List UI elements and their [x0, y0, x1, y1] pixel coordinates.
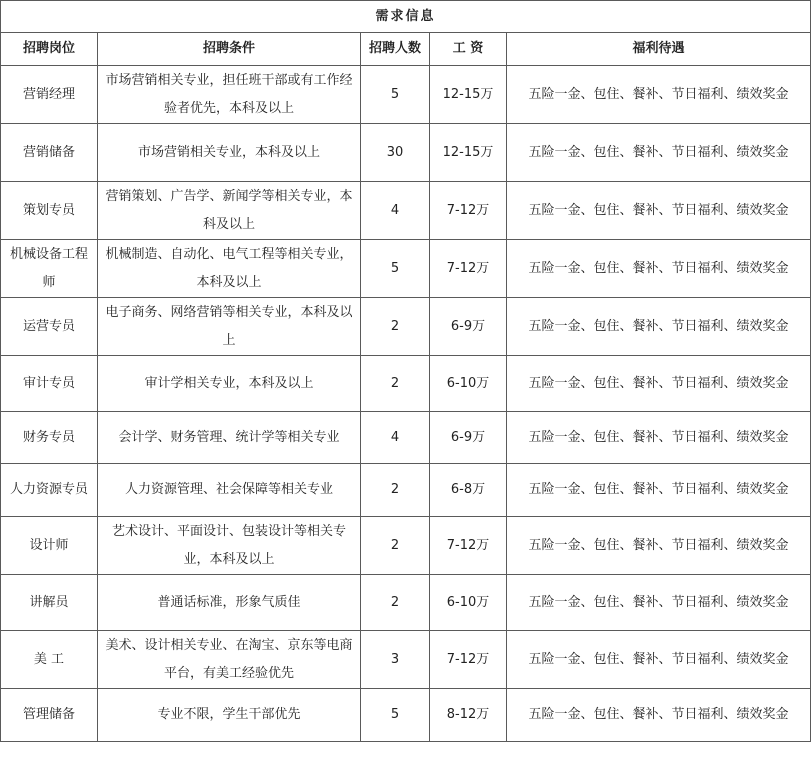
- table-title: 需求信息: [1, 1, 811, 33]
- cell-count: 30: [361, 124, 430, 182]
- cell-salary: 6-10万: [430, 356, 507, 412]
- cell-count: 4: [361, 182, 430, 240]
- cell-requirement: 会计学、财务管理、统计学等相关专业: [98, 412, 361, 464]
- cell-requirement: 电子商务、网络营销等相关专业，本科及以上: [98, 298, 361, 356]
- cell-requirement: 普通话标准，形象气质佳: [98, 575, 361, 631]
- cell-benefits: 五险一金、包住、餐补、节日福利、绩效奖金: [507, 182, 811, 240]
- cell-salary: 6-10万: [430, 575, 507, 631]
- header-requirement: 招聘条件: [98, 33, 361, 66]
- cell-position: 管理储备: [1, 689, 98, 742]
- cell-requirement: 市场营销相关专业，担任班干部或有工作经验者优先，本科及以上: [98, 66, 361, 124]
- table-row: [1, 182, 811, 240]
- cell-position: 讲解员: [1, 575, 98, 631]
- table-row: [1, 575, 811, 631]
- table-row: [1, 464, 811, 517]
- cell-salary: 6-9万: [430, 412, 507, 464]
- table-row: [1, 689, 811, 742]
- cell-requirement: 营销策划、广告学、新闻学等相关专业，本科及以上: [98, 182, 361, 240]
- cell-salary: 12-15万: [430, 124, 507, 182]
- cell-requirement: 艺术设计、平面设计、包装设计等相关专业，本科及以上: [98, 517, 361, 575]
- cell-salary: 12-15万: [430, 66, 507, 124]
- table-row: [1, 124, 811, 182]
- cell-benefits: 五险一金、包住、餐补、节日福利、绩效奖金: [507, 517, 811, 575]
- table-row: [1, 412, 811, 464]
- cell-salary: 7-12万: [430, 517, 507, 575]
- table-row: [1, 66, 811, 124]
- cell-count: 2: [361, 517, 430, 575]
- header-row: [1, 33, 811, 66]
- header-count: 招聘人数: [361, 33, 430, 66]
- cell-benefits: 五险一金、包住、餐补、节日福利、绩效奖金: [507, 66, 811, 124]
- cell-position: 策划专员: [1, 182, 98, 240]
- cell-requirement: 机械制造、自动化、电气工程等相关专业，本科及以上: [98, 240, 361, 298]
- cell-benefits: 五险一金、包住、餐补、节日福利、绩效奖金: [507, 298, 811, 356]
- table-row: [1, 240, 811, 298]
- cell-benefits: 五险一金、包住、餐补、节日福利、绩效奖金: [507, 689, 811, 742]
- cell-position: 人力资源专员: [1, 464, 98, 517]
- cell-count: 2: [361, 575, 430, 631]
- cell-benefits: 五险一金、包住、餐补、节日福利、绩效奖金: [507, 124, 811, 182]
- header-benefits: 福利待遇: [507, 33, 811, 66]
- cell-requirement: 市场营销相关专业，本科及以上: [98, 124, 361, 182]
- cell-position: 营销经理: [1, 66, 98, 124]
- cell-position: 运营专员: [1, 298, 98, 356]
- cell-count: 2: [361, 464, 430, 517]
- cell-requirement: 审计学相关专业，本科及以上: [98, 356, 361, 412]
- table-row: [1, 356, 811, 412]
- cell-count: 5: [361, 689, 430, 742]
- cell-position: 营销储备: [1, 124, 98, 182]
- cell-position: 审计专员: [1, 356, 98, 412]
- cell-position: 机械设备工程师: [1, 240, 98, 298]
- cell-salary: 6-8万: [430, 464, 507, 517]
- cell-count: 3: [361, 631, 430, 689]
- header-position: 招聘岗位: [1, 33, 98, 66]
- cell-count: 5: [361, 240, 430, 298]
- cell-position: 财务专员: [1, 412, 98, 464]
- cell-position: 设计师: [1, 517, 98, 575]
- cell-count: 4: [361, 412, 430, 464]
- cell-benefits: 五险一金、包住、餐补、节日福利、绩效奖金: [507, 631, 811, 689]
- cell-count: 5: [361, 66, 430, 124]
- cell-salary: 7-12万: [430, 240, 507, 298]
- cell-salary: 8-12万: [430, 689, 507, 742]
- cell-requirement: 美术、设计相关专业、在淘宝、京东等电商平台，有美工经验优先: [98, 631, 361, 689]
- table-row: [1, 298, 811, 356]
- cell-benefits: 五险一金、包住、餐补、节日福利、绩效奖金: [507, 412, 811, 464]
- cell-benefits: 五险一金、包住、餐补、节日福利、绩效奖金: [507, 356, 811, 412]
- cell-count: 2: [361, 356, 430, 412]
- cell-salary: 7-12万: [430, 631, 507, 689]
- table-row: [1, 631, 811, 689]
- cell-benefits: 五险一金、包住、餐补、节日福利、绩效奖金: [507, 464, 811, 517]
- cell-requirement: 专业不限，学生干部优先: [98, 689, 361, 742]
- header-salary: 工 资: [430, 33, 507, 66]
- table-row: [1, 517, 811, 575]
- cell-benefits: 五险一金、包住、餐补、节日福利、绩效奖金: [507, 240, 811, 298]
- cell-salary: 6-9万: [430, 298, 507, 356]
- cell-position: 美 工: [1, 631, 98, 689]
- cell-requirement: 人力资源管理、社会保障等相关专业: [98, 464, 361, 517]
- cell-count: 2: [361, 298, 430, 356]
- cell-benefits: 五险一金、包住、餐补、节日福利、绩效奖金: [507, 575, 811, 631]
- cell-salary: 7-12万: [430, 182, 507, 240]
